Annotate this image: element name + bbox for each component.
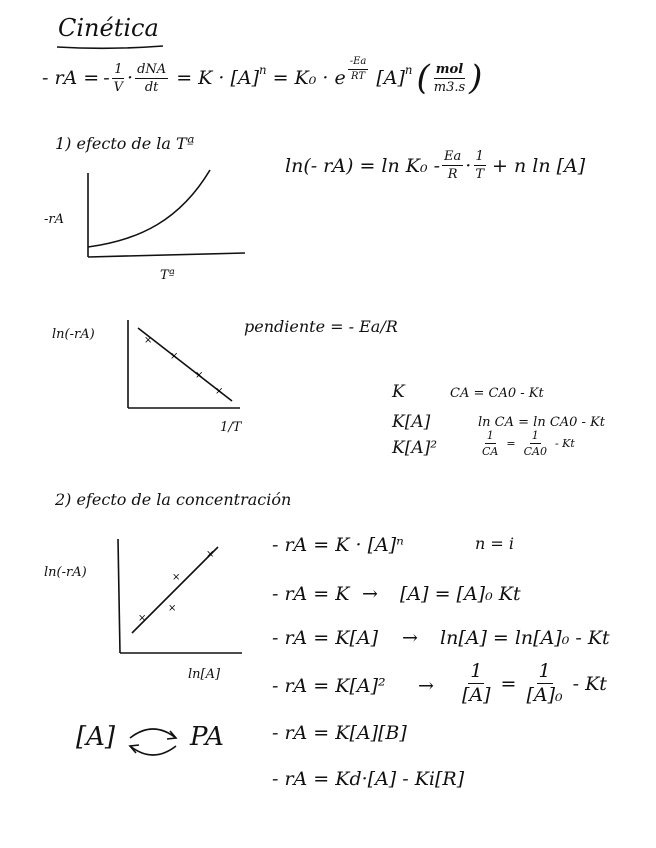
- frac-den: V: [113, 79, 124, 95]
- order-2-eq-tail: - Kt: [554, 437, 575, 450]
- conc-line-0-rhs: n = i: [475, 534, 514, 553]
- frac-den: T: [475, 167, 484, 182]
- frac-den: R: [447, 167, 458, 182]
- order-1-eq: ln CA = ln CA0 - Kt: [478, 415, 606, 430]
- order-2-eq: [478, 430, 575, 457]
- frac-den: CA0: [523, 445, 547, 458]
- graph-3-point: ×: [172, 572, 181, 583]
- order-1-k: K[A]: [392, 412, 431, 432]
- reversible-arrows-icon: [126, 722, 180, 762]
- order-2-eq-mid: =: [506, 437, 516, 450]
- rate-law-lhs: - rA =: [42, 67, 100, 89]
- rate-law-eq1: = K · [A]: [176, 67, 260, 89]
- graph-3-order-plot: [110, 535, 250, 660]
- order-2-k: K[A]²: [392, 438, 438, 458]
- conc-line-2-lhs: - rA = K[A]: [272, 627, 379, 649]
- graph-2-arrhenius-plot: [120, 316, 250, 416]
- rate-law-eq2: = K₀ · e: [272, 67, 346, 89]
- ln-rate-equation: [285, 150, 585, 181]
- rate-law-exp-n2: n: [404, 63, 413, 77]
- frac-num: 1: [475, 149, 484, 164]
- frac-num: 1: [486, 429, 494, 442]
- graph-1-ylabel: -rA: [44, 212, 64, 227]
- rate-law-equation: - rA = - $\frac{1}{V}$ · $\frac{\text{dNA}}{dt}$ = K · [A] $^n$ = K₀ · e $\frac{-Ea}{RT}$ [A] $^n$ ( $\frac{\text{mol}}{m3.s}$ ): [42, 55, 483, 98]
- ln-eq-dot: ·: [465, 154, 472, 177]
- frac-den: dt: [144, 79, 159, 95]
- order-0-eq: CA = CA0 - Kt: [450, 386, 544, 401]
- frac-den: [A]₀: [526, 684, 563, 706]
- frac-num: -Ea: [348, 57, 369, 70]
- slope-label: pendiente = - Ea/R: [244, 317, 398, 336]
- equilibrium-right: PA: [190, 722, 224, 752]
- graph-2-point: ×: [195, 370, 204, 381]
- graph-3-point: ×: [168, 603, 177, 614]
- title-underline: [55, 44, 165, 50]
- graph-1-x-axis: [88, 253, 245, 257]
- conc-line-3-frac-2: [524, 662, 564, 705]
- frac-num: dNA: [137, 61, 167, 77]
- frac-num: 1: [538, 660, 551, 682]
- conc-line-3-frac-1: [460, 662, 493, 705]
- ln-eq-lhs: ln(- rA) = ln K₀ -: [285, 154, 441, 177]
- page-title: Cinética: [58, 14, 159, 42]
- order-0-k: K: [392, 382, 405, 402]
- order-2-frac-2: [522, 430, 549, 457]
- frac-num: mol: [435, 61, 464, 77]
- conc-line-2-rhs: ln[A] = ln[A]₀ - Kt: [440, 627, 610, 649]
- conc-line-3-tail: - Kt: [572, 672, 607, 695]
- rate-law-conc: [A]: [376, 67, 405, 89]
- rate-law-exp-n: n: [259, 63, 267, 77]
- section-1-heading: 1) efecto de la Tª: [55, 134, 195, 153]
- frac-den: RT: [351, 70, 366, 82]
- conc-line-0-lhs: - rA = K · [A]ⁿ: [272, 534, 404, 556]
- frac-num: 1: [531, 429, 539, 442]
- graph-2-ylabel: ln(-rA): [52, 327, 95, 342]
- conc-line-1-arrow: →: [362, 583, 378, 605]
- ln-eq-frac-1-t: [473, 150, 486, 181]
- conc-line-2-arrow: →: [402, 627, 418, 649]
- conc-line-3-rhs: [458, 662, 607, 705]
- frac-den: [A]: [462, 684, 491, 706]
- frac-1-over-v: [112, 63, 125, 94]
- graph-3-point: ×: [138, 613, 147, 624]
- conc-line-3-lhs: - rA = K[A]²: [272, 675, 386, 697]
- ln-eq-rhs: + n ln [A]: [492, 154, 586, 177]
- frac-num: 1: [470, 660, 483, 682]
- graph-2-point: ×: [170, 351, 179, 362]
- graph-1-xlabel: Tª: [160, 268, 175, 283]
- graph-3-xlabel: ln[A]: [188, 667, 221, 682]
- units-fraction: [432, 63, 467, 94]
- graph-2-point: ×: [144, 335, 153, 346]
- exponent-fraction: [348, 57, 369, 82]
- frac-den: m3.s: [433, 79, 466, 95]
- graph-2-point: ×: [215, 386, 224, 397]
- graph-1-rate-vs-temperature: [80, 165, 255, 265]
- conc-line-1-lhs: - rA = K: [272, 583, 350, 605]
- frac-dn-dt: [135, 63, 168, 94]
- graph-3-y-axis: [118, 539, 120, 653]
- conc-line-3-mid: =: [500, 672, 517, 695]
- conc-line-3-arrow: →: [418, 675, 434, 697]
- graph-2-xlabel: 1/T: [220, 420, 242, 435]
- order-2-frac-1: [480, 430, 500, 457]
- equilibrium-left: [A]: [76, 722, 116, 752]
- graph-3-point: ×: [206, 549, 215, 560]
- graph-1-exponential-curve: [88, 170, 210, 247]
- ln-eq-frac-ea-r: [442, 150, 463, 181]
- conc-line-5-lhs: - rA = Kd·[A] - Ki[R]: [272, 768, 465, 790]
- frac-num: Ea: [444, 149, 462, 164]
- graph-3-ylabel: ln(-rA): [44, 565, 87, 580]
- frac-den: CA: [482, 445, 499, 458]
- conc-line-4-lhs: - rA = K[A][B]: [272, 722, 407, 744]
- conc-line-1-rhs: [A] = [A]₀ Kt: [400, 583, 521, 605]
- rate-law-minus: -: [103, 67, 110, 89]
- frac-num: 1: [114, 61, 123, 77]
- section-2-heading: 2) efecto de la concentración: [55, 490, 292, 509]
